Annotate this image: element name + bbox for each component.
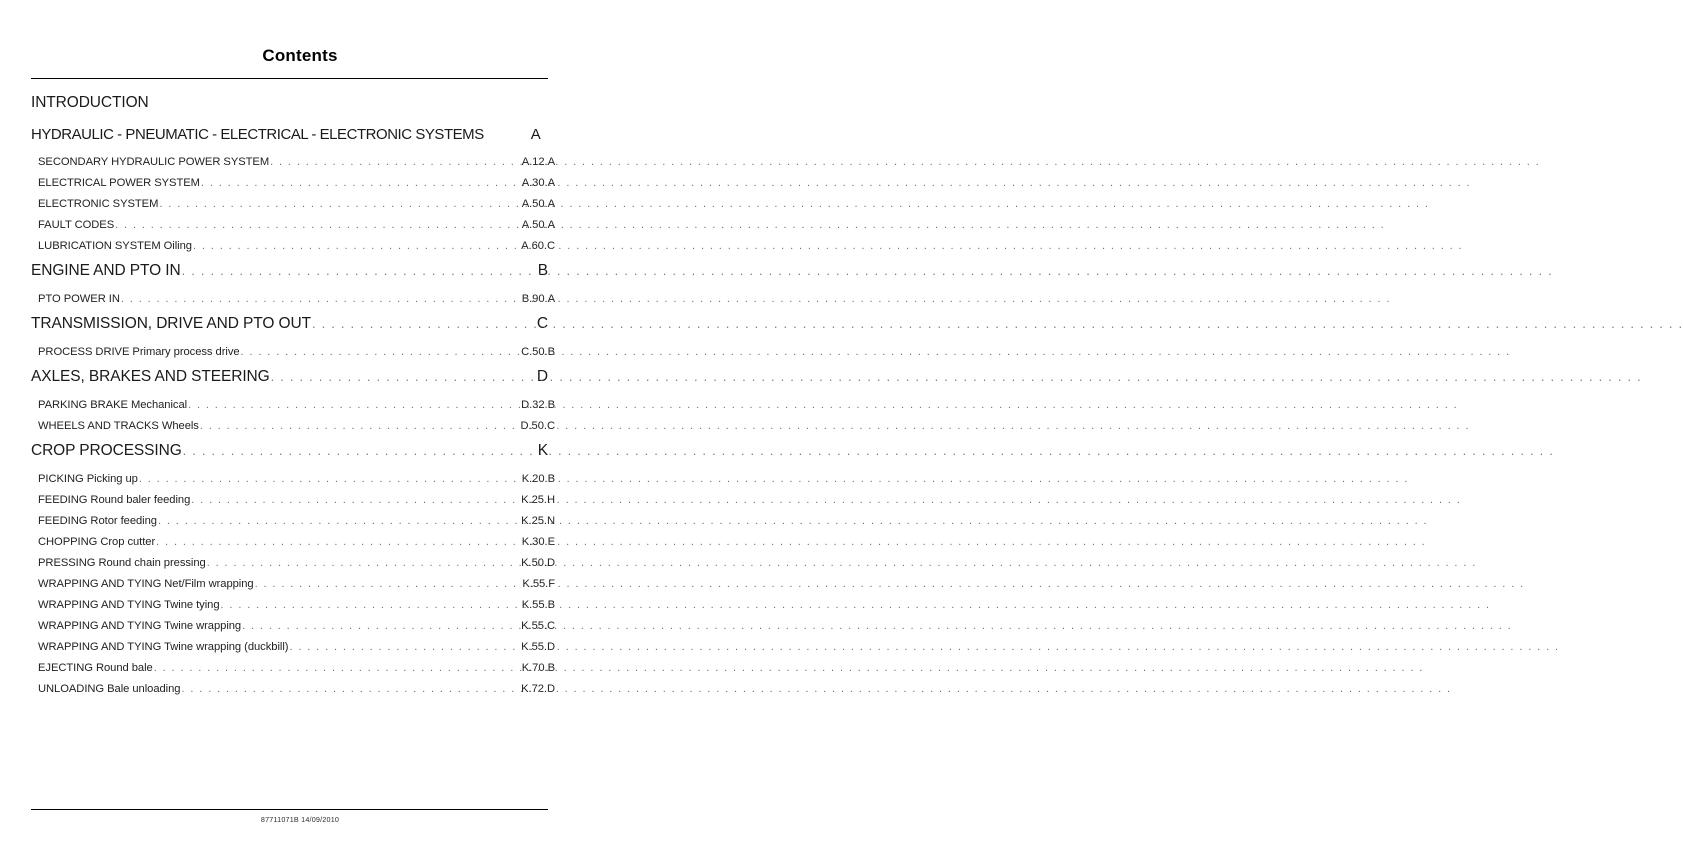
toc-entry-label: ELECTRICAL POWER SYSTEM: [38, 176, 200, 189]
toc-dot-leader: [289, 641, 519, 653]
header-divider: [31, 78, 548, 79]
page-header: [0, 0, 600, 79]
toc-dot-leader: [182, 263, 536, 278]
toc-dot-leader: [270, 156, 520, 168]
toc-entry-label: CROP PROCESSING: [31, 441, 182, 459]
toc-entry-page-code: K.20.B: [521, 472, 555, 485]
toc-sub-entry[interactable]: [31, 198, 555, 210]
toc-entry-label: PTO POWER IN: [38, 292, 120, 305]
toc-entry-page-code: K.50.D: [521, 556, 555, 569]
toc-section-entry[interactable]: [31, 368, 548, 390]
footer-divider: [31, 809, 548, 810]
toc-sub-entry[interactable]: [31, 557, 555, 569]
toc-entry-label: FAULT CODES: [38, 218, 115, 231]
page-footer: [0, 809, 600, 824]
toc-entry-page-code: K.55.D: [521, 640, 555, 653]
toc-entry-label: WRAPPING AND TYING Twine tying: [38, 598, 220, 611]
toc-entry-label: AXLES, BRAKES AND STEERING: [31, 367, 270, 385]
toc-entry-page-code: C: [536, 314, 548, 332]
toc-sub-entry[interactable]: [31, 578, 555, 590]
toc-entry-page-code: K.55.F: [522, 577, 555, 590]
toc-dot-leader: [207, 557, 519, 569]
toc-sub-entry[interactable]: [31, 219, 555, 231]
toc-entry-label: WRAPPING AND TYING Twine wrapping: [38, 619, 242, 632]
toc-dot-leader: [158, 515, 519, 527]
toc-entry-page-code: A: [530, 125, 541, 143]
toc-entry-label: UNLOADING Bale unloading: [38, 682, 181, 695]
toc-sub-entry[interactable]: [31, 346, 555, 358]
toc-dot-leader: [139, 473, 520, 485]
toc-entry-label: CHOPPING Crop cutter: [38, 535, 156, 548]
toc-entry-page-code: K.55.B: [521, 598, 555, 611]
toc-entry-page-code: K.25.N: [521, 514, 555, 527]
toc-dot-leader: [312, 316, 535, 331]
toc-entry-label: PARKING BRAKE Mechanical: [38, 398, 188, 411]
toc-entry-label: TRANSMISSION, DRIVE AND PTO OUT: [31, 314, 311, 332]
toc-entry-page-code: D.32.B: [521, 398, 555, 411]
document-page: [0, 0, 600, 850]
toc-sub-entry[interactable]: [31, 399, 555, 411]
toc-entry-label: HYDRAULIC - PNEUMATIC - ELECTRICAL - ELECTRONIC SYSTEMS: [31, 125, 484, 143]
toc-dot-leader: [183, 443, 536, 458]
toc-dot-leader: [115, 219, 520, 231]
toc-entry-label: ENGINE AND PTO IN: [31, 261, 181, 279]
toc-sub-entry[interactable]: [31, 240, 555, 252]
toc-dot-leader: [255, 578, 521, 590]
toc-entry-page-code: A.50.A: [521, 197, 555, 210]
toc-dot-leader: [201, 177, 520, 189]
toc-entry-label: PICKING Picking up: [38, 472, 138, 485]
toc-sub-entry[interactable]: [31, 293, 555, 305]
footer-document-id: 87711071B 14/09/2010: [260, 815, 340, 824]
toc-entry-page-code: K.30.E: [521, 535, 555, 548]
toc-entry-page-code: K.55.C: [521, 619, 555, 632]
toc-sub-entry[interactable]: [31, 662, 555, 674]
toc-sub-entry[interactable]: [31, 515, 555, 527]
toc-entry-page-code: A.12.A: [521, 155, 555, 168]
toc-section-entry[interactable]: [31, 126, 540, 147]
toc-section-entry[interactable]: [31, 94, 548, 116]
toc-entry-label: WRAPPING AND TYING Net/Film wrapping: [38, 577, 254, 590]
toc-entry-label: INTRODUCTION: [31, 93, 149, 111]
toc-entry-page-code: K.72.D: [521, 682, 555, 695]
toc-entry-label: PRESSING Round chain pressing: [38, 556, 206, 569]
toc-dot-leader: [200, 420, 519, 432]
toc-sub-entry[interactable]: [31, 156, 555, 168]
toc-dot-leader: [181, 683, 519, 695]
toc-section-entry[interactable]: [31, 315, 548, 337]
toc-dot-leader: [121, 293, 520, 305]
toc-sub-entry[interactable]: [31, 620, 555, 632]
toc-dot-leader: [241, 346, 520, 358]
toc-sub-entry[interactable]: [31, 420, 555, 432]
toc-sub-entry[interactable]: [31, 536, 555, 548]
toc-entry-page-code: B.90.A: [521, 292, 555, 305]
toc-section-entry[interactable]: [31, 262, 548, 284]
toc-sub-entry[interactable]: [31, 641, 555, 653]
toc-entry-label: PROCESS DRIVE Primary process drive: [38, 345, 240, 358]
toc-dot-leader: [188, 399, 519, 411]
toc-dot-leader: [271, 369, 535, 384]
toc-entry-label: SECONDARY HYDRAULIC POWER SYSTEM: [38, 155, 270, 168]
toc-entry-page-code: K.70.B: [521, 661, 555, 674]
toc-entry-label: FEEDING Rotor feeding: [38, 514, 157, 527]
toc-sub-entry[interactable]: [31, 599, 555, 611]
toc-dot-leader: [221, 599, 520, 611]
toc-section-entry[interactable]: [31, 442, 548, 464]
toc-entry-label: LUBRICATION SYSTEM Oiling: [38, 239, 192, 252]
toc-sub-entry[interactable]: [31, 473, 555, 485]
page-title: Contents: [262, 46, 338, 65]
toc-dot-leader: [191, 494, 519, 506]
toc-entry-page-code: K: [537, 441, 548, 459]
toc-entry-page-code: C.50.B: [521, 345, 555, 358]
toc-dot-leader: [242, 620, 519, 632]
toc-entry-page-code: D.50.C: [520, 419, 555, 432]
toc-entry-label: WRAPPING AND TYING Twine wrapping (duckbill): [38, 640, 289, 653]
toc-entry-page-code: A.50.A: [521, 218, 555, 231]
table-of-contents: [0, 94, 600, 809]
toc-sub-entry[interactable]: [31, 177, 555, 189]
toc-entry-label: FEEDING Round baler feeding: [38, 493, 191, 506]
toc-dot-leader: [154, 662, 520, 674]
toc-sub-entry[interactable]: [31, 494, 555, 506]
toc-entry-page-code: D: [536, 367, 548, 385]
toc-entry-page-code: A.60.C: [521, 239, 555, 252]
toc-sub-entry[interactable]: [31, 683, 555, 695]
toc-entry-page-code: B: [537, 261, 548, 279]
toc-dot-leader: [193, 240, 519, 252]
toc-dot-leader: [156, 536, 520, 548]
toc-entry-page-code: K.25.H: [521, 493, 555, 506]
toc-entry-label: EJECTING Round bale: [38, 661, 153, 674]
toc-dot-leader: [159, 198, 519, 210]
toc-entry-label: ELECTRONIC SYSTEM: [38, 197, 159, 210]
toc-entry-label: WHEELS AND TRACKS Wheels: [38, 419, 199, 432]
toc-entry-page-code: A.30.A: [521, 176, 555, 189]
